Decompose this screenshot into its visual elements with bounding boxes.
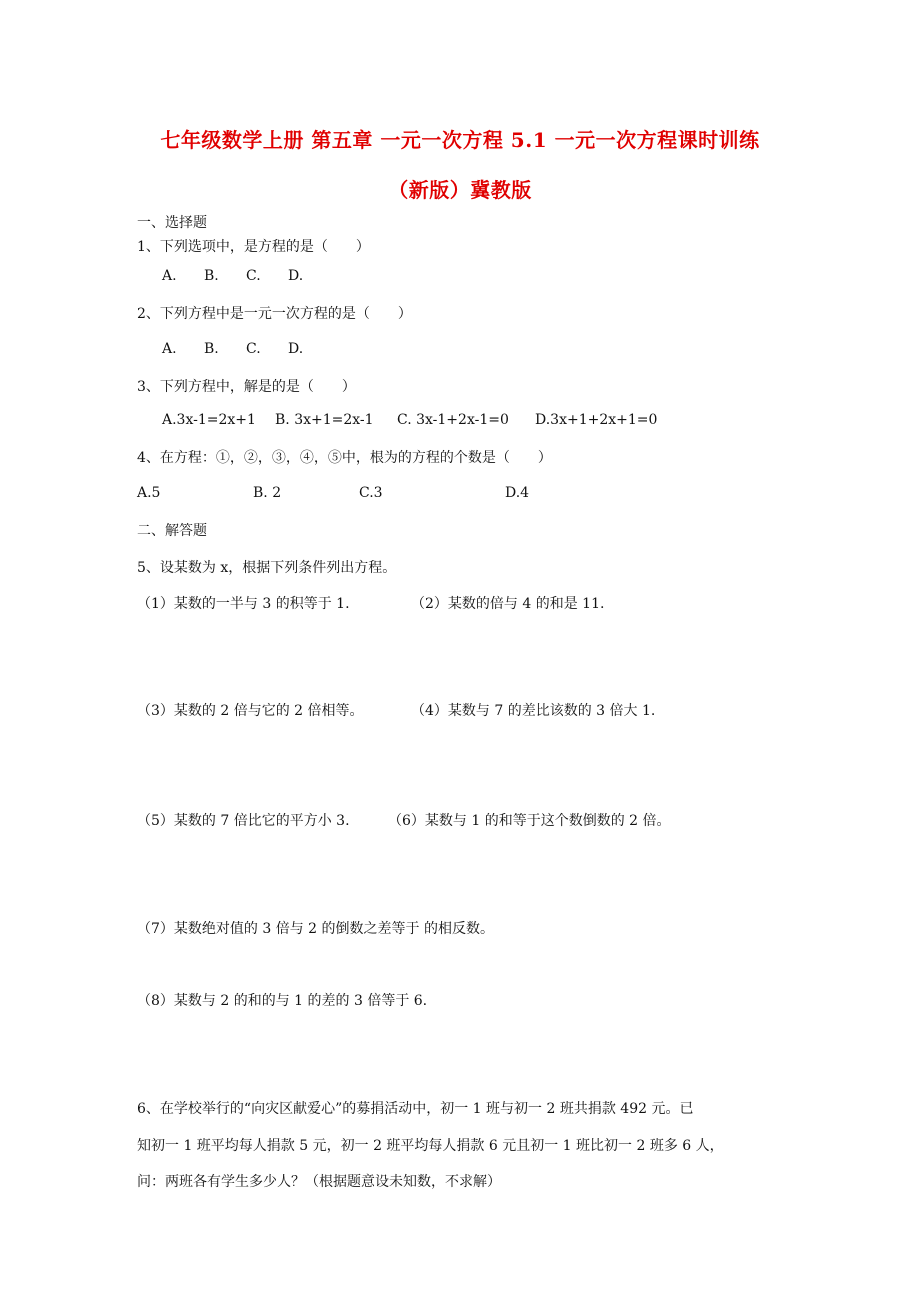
- option-c: C. 3x-1+2x-1=0: [397, 412, 509, 428]
- option-c: C.: [246, 341, 261, 357]
- question-5-part-7: （7）某数绝对值的 3 倍与 2 的倒数之差等于 的相反数。: [137, 921, 494, 937]
- option-a: A.3x-1=2x+1: [162, 412, 256, 428]
- question-5-part-6: （6）某数与 1 的和等于这个数倒数的 2 倍。: [388, 813, 671, 829]
- option-d: D.3x+1+2x+1=0: [535, 412, 658, 428]
- question-6-line-2: 知初一 1 班平均每人捐款 5 元，初一 2 班平均每人捐款 6 元且初一 1 班比初一 2 班多 6 人，: [137, 1138, 724, 1154]
- option-a: A.: [162, 268, 177, 284]
- question-1-options: [162, 268, 303, 284]
- question-5-part-2: （2）某数的倍与 4 的和是 11.: [411, 596, 605, 612]
- option-d: D.: [288, 268, 304, 284]
- question-5-part-1: （1）某数的一半与 3 的积等于 1.: [137, 596, 350, 612]
- option-d: D.: [288, 341, 304, 357]
- question-2: 2、下列方程中是一元一次方程的是（ ）: [137, 306, 412, 322]
- option-c: C.3: [359, 485, 383, 501]
- option-c: C.: [246, 268, 261, 284]
- question-6-line-1: 6、在学校举行的“向灾区献爱心”的募捐活动中，初一 1 班与初一 2 班共捐款 492 元。已: [137, 1101, 694, 1117]
- option-b: B.: [204, 268, 219, 284]
- question-5-part-8: （8）某数与 2 的和的与 1 的差的 3 倍等于 6.: [137, 993, 428, 1009]
- document-title-line-1: 七年级数学上册 第五章 一元一次方程 5.1 一元一次方程课时训练: [160, 128, 760, 152]
- option-b: B. 2: [253, 485, 282, 501]
- question-6-line-3: 问：两班各有学生多少人？（根据题意设未知数，不求解）: [137, 1174, 501, 1190]
- section-heading-answer: 二、解答题: [137, 523, 207, 539]
- question-5-part-3: （3）某数的 2 倍与它的 2 倍相等。: [137, 703, 364, 719]
- question-3: 3、下列方程中，解是的是（ ）: [137, 379, 356, 395]
- question-5: 5、设某数为 x，根据下列条件列出方程。: [137, 560, 397, 576]
- question-4: 4、在方程：①，②，③，④，⑤中，根为的方程的个数是（ ）: [137, 450, 552, 466]
- option-a: A.5: [137, 485, 161, 501]
- question-2-options: [162, 341, 303, 357]
- question-5-part-5: （5）某数的 7 倍比它的平方小 3.: [137, 813, 350, 829]
- option-b: B.: [204, 341, 219, 357]
- option-a: A.: [162, 341, 177, 357]
- question-5-part-4: （4）某数与 7 的差比该数的 3 倍大 1.: [411, 703, 656, 719]
- document-title-line-2: （新版）冀教版: [388, 178, 532, 202]
- question-4-options: [137, 485, 529, 501]
- option-b: B. 3x+1=2x-1: [275, 412, 374, 428]
- section-heading-choice: 一、选择题: [137, 215, 207, 231]
- question-1: 1、下列选项中，是方程的是（ ）: [137, 239, 370, 255]
- question-3-options: [162, 412, 657, 428]
- option-d: D.4: [505, 485, 530, 501]
